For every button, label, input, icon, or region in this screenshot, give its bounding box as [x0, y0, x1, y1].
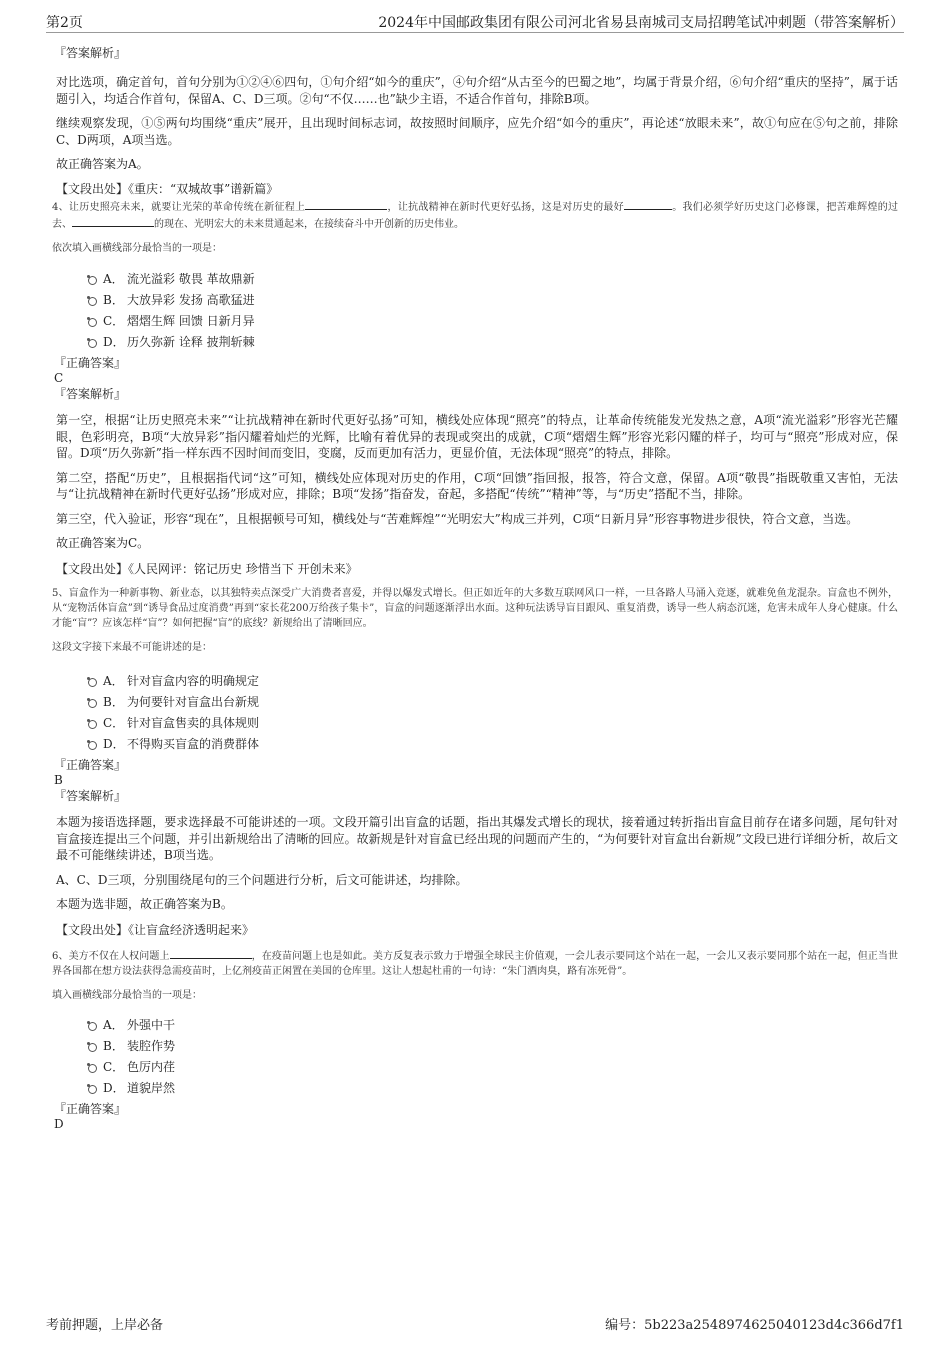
- question-prompt: 依次填入画横线部分最恰当的一项是：: [52, 243, 222, 254]
- analysis-paragraph: 第一空，根据“让历史照亮未来”“让抗战精神在新时代更好弘扬”可知，横线处应体现“照亮”的特点，让革命传统能发光发热之意，A项“流光溢彩”形容光芒耀眼，色彩明亮，B项“大放异彩”指闪耀着灿烂的光辉，比喻有着优异的表现或突出的成就，C项“熠熠生辉”形容光彩闪耀的样子，均可与“照亮”形成对应，保留。D项“历久弥新”指一样东西不因时间而变旧，变腐，反而更加有活力，更显价值，无法体现“照亮”的特点，排除。: [56, 413, 898, 460]
- question-stem: 5、盲盒作为一种新事物、新业态，以其独特卖点深受广大消费者喜爱，并得以爆发式增长。但正如近年的大多数互联网风口一样，一旦各路人马涌入竞逐，就难免鱼龙混杂。盲盒也不例外，从“宠物活体盲盒”到“诱导食品过度消费”再到“家长花200万给孩子集卡”，盲盒的问题逐渐浮出水面。这种玩法诱导盲目跟风、重复消费，诱导一些人病态沉迷，危害未成年人身心健康。什么才能“盲”？应该怎样“盲”？如何把握“盲”的底线？新规给出了清晰回应。: [52, 588, 898, 629]
- radio-icon[interactable]: [88, 1085, 97, 1094]
- option-d[interactable]: D． 道貌岸然: [88, 1078, 898, 1099]
- question-prompt: 这段文字接下来最不可能讲述的是：: [52, 642, 212, 653]
- fill-blank: [305, 198, 387, 210]
- option-b[interactable]: B． 为何要针对盲盒出台新规: [88, 692, 898, 713]
- page-number: 第2页: [46, 15, 83, 31]
- radio-icon[interactable]: [88, 318, 97, 327]
- analysis-conclusion: 故正确答案为C。: [56, 536, 150, 550]
- analysis-paragraph: 本题为接语选择题，要求选择最不可能讲述的一项。文段开篇引出盲盒的话题，指出其爆发式增长的现状，接着通过转折指出盲盒目前存在诸多问题，尾句针对盲盒接连提出三个问题，并引出新规给出了清晰的回应。故新规是针对盲盒已经出现的问题而产生的，“为何要针对盲盒出台新规”文段已进行详细分析，故后文最不可能继续讲述，B项当选。: [56, 815, 898, 862]
- option-a[interactable]: A． 外强中干: [88, 1015, 898, 1036]
- analysis-label: 『答案解析』: [54, 387, 127, 401]
- option-list: [88, 671, 898, 755]
- analysis-label: 『答案解析』: [54, 789, 127, 803]
- correct-answer: B: [54, 773, 63, 787]
- option-c[interactable]: C． 色厉内荏: [88, 1057, 898, 1078]
- option-list: [88, 269, 898, 353]
- question-stem: 4、让历史照亮未来，就要让光荣的革命传统在新征程上 ，让抗战精神在新时代更好弘扬，这是对历史的最好 。我们必须学好历史这门必修课，把苦难辉煌的过去、 的现在、光明宏大的未来贯通起来，在接续奋斗中开创新的历史伟业。: [52, 198, 898, 232]
- radio-icon[interactable]: [88, 1064, 97, 1073]
- source-note: 【文段出处】《让盲盒经济透明起来》: [56, 922, 255, 937]
- option-list: [88, 1015, 898, 1099]
- analysis-paragraph: 对比选项，确定首句，首句分别为①②④⑥四句，①句介绍“如今的重庆”，④句介绍“从古至今的巴蜀之地”，均属于背景介绍，⑥句介绍“重庆的坚持”，属于话题引入，均适合作首句，保留A、C、D三项。②句“不仅……也”缺少主语，不适合作首句，排除B项。: [56, 75, 898, 106]
- fill-blank: [72, 215, 154, 227]
- analysis-label: 『答案解析』: [54, 46, 127, 60]
- analysis-paragraph: 第三空，代入验证，形容“现在”，且根据顿号可知，横线处与“苦难辉煌”“光明宏大”构成三并列，C项“日新月异”形容事物进步很快，符合文意，当选。: [56, 511, 859, 526]
- footer-slogan: 考前押题，上岸必备: [46, 1318, 164, 1333]
- option-a[interactable]: A． 针对盲盒内容的明确规定: [88, 671, 898, 692]
- radio-icon[interactable]: [88, 1022, 97, 1031]
- document-id: 编号：5b223a2548974625040123d4c366d7f1: [605, 1318, 904, 1333]
- analysis-conclusion: 故正确答案为A。: [56, 157, 149, 171]
- fill-blank: [624, 198, 672, 210]
- radio-icon[interactable]: [88, 276, 97, 285]
- radio-icon[interactable]: [88, 1043, 97, 1052]
- page-footer: [46, 1314, 904, 1332]
- correct-answer-label: 『正确答案』: [54, 758, 127, 772]
- source-note: 【文段出处】《重庆：“双城故事”谱新篇》: [56, 181, 279, 196]
- page-header: [46, 8, 904, 33]
- radio-icon[interactable]: [88, 741, 97, 750]
- analysis-conclusion: 本题为选非题，故正确答案为B。: [56, 897, 233, 911]
- question-prompt: 填入画横线部分最恰当的一项是：: [52, 990, 202, 1001]
- analysis-paragraph: 继续观察发现，①⑤两句均围绕“重庆”展开，且出现时间标志词，故按照时间顺序，应先介绍“如今的重庆”，再论述“放眼未来”，故①句应在⑤句之前，排除C、D两项，A项当选。: [56, 116, 898, 147]
- analysis-paragraph: A、C、D三项，分别围绕尾句的三个问题进行分析，后文可能讲述，均排除。: [56, 872, 468, 887]
- radio-icon[interactable]: [88, 297, 97, 306]
- radio-icon[interactable]: [88, 678, 97, 687]
- correct-answer: C: [54, 371, 64, 385]
- option-b[interactable]: B． 装腔作势: [88, 1036, 898, 1057]
- radio-icon[interactable]: [88, 720, 97, 729]
- option-c[interactable]: C． 针对盲盒售卖的具体规则: [88, 713, 898, 734]
- analysis-paragraph: 第二空，搭配“历史”，且根据指代词“这”可知，横线处应体现对历史的作用，C项“回馈”指回报，报答，符合文意，保留。A项“敬畏”指既敬重又害怕，无法与“让抗战精神在新时代更好弘扬”形成对应，排除；B项“发扬”指奋发，奋起，多搭配“传统”“精神”等，与“历史”搭配不当，排除。: [56, 470, 898, 501]
- fill-blank: [170, 947, 252, 959]
- option-a[interactable]: A． 流光溢彩 敬畏 革故鼎新: [88, 269, 898, 290]
- radio-icon[interactable]: [88, 699, 97, 708]
- correct-answer-label: 『正确答案』: [54, 356, 127, 370]
- question-stem: 6、美方不仅在人权问题上 ，在疫苗问题上也是如此。美方反复表示致力于增强全球民主价值观，一会儿表示要同这个站在一起，一会儿又表示要同那个站在一起，但正当世界各国都在想方设法获得急需疫苗时，上亿剂疫苗正闲置在美国的仓库里。这让人想起杜甫的一句诗：“朱门酒肉臭，路有冻死骨”。: [52, 947, 898, 979]
- page-content: [52, 43, 899, 1131]
- correct-answer-label: 『正确答案』: [54, 1102, 127, 1116]
- document-title: 2024年中国邮政集团有限公司河北省易县南城司支局招聘笔试冲刺题（带答案解析）: [378, 15, 904, 31]
- source-note: 【文段出处】《人民网评：铭记历史 珍惜当下 开创未来》: [56, 561, 358, 576]
- option-c[interactable]: C． 熠熠生辉 回馈 日新月异: [88, 311, 898, 332]
- option-d[interactable]: D． 历久弥新 诠释 披荆斩棘: [88, 332, 898, 353]
- radio-icon[interactable]: [88, 339, 97, 348]
- option-d[interactable]: D． 不得购买盲盒的消费群体: [88, 734, 898, 755]
- option-b[interactable]: B． 大放异彩 发扬 高歌猛进: [88, 290, 898, 311]
- correct-answer: D: [54, 1117, 64, 1131]
